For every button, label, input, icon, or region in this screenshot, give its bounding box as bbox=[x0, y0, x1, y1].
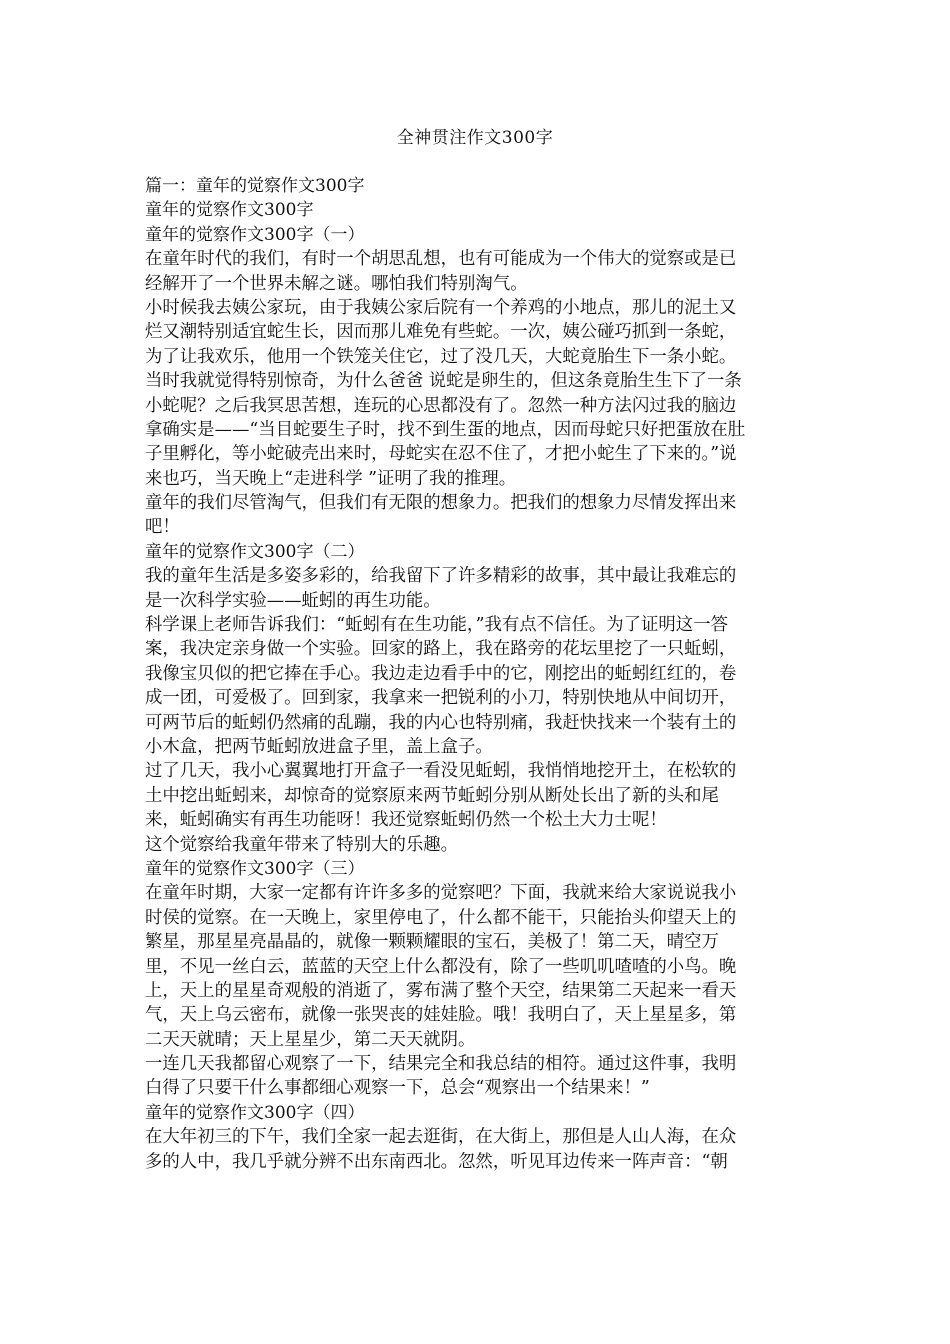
document-title: 全神贯注作文300字 bbox=[396, 128, 554, 148]
body-text-line: 子里孵化，等小蛇破壳出来时，母蛇实在忍不住了，才把小蛇生了下来的。”说 bbox=[145, 444, 737, 465]
document-body bbox=[145, 174, 805, 1174]
section-heading: 篇一：童年的觉察作文300字 bbox=[145, 176, 365, 196]
body-text-line: 在大年初三的下午，我们全家一起去逛街，在大街上，那但是人山人海，在众 bbox=[145, 1127, 737, 1148]
section-heading: 童年的觉察作文300字（二） bbox=[145, 541, 365, 562]
body-text-line: 烂又潮特别适宜蛇生长，因而那儿难免有些蛇。一次，姨公碰巧抓到一条蛇， bbox=[145, 322, 737, 343]
body-text-line: 当时我就觉得特别惊奇，为什么爸爸 说蛇是卵生的，但这条竟胎生生下了一条 bbox=[145, 371, 742, 392]
section-heading: 童年的觉察作文300字 bbox=[145, 200, 314, 221]
body-text-line: 土中挖出蚯蚓来，却惊奇的觉察原来两节蚯蚓分别从断处长出了新的头和尾 bbox=[145, 785, 719, 806]
body-text-line: 繁星，那星星亮晶晶的，就像一颗颗耀眼的宝石，美极了！第二天，晴空万 bbox=[145, 932, 719, 953]
body-text-line: 小木盒，把两节蚯蚓放进盒子里，盖上盒子。 bbox=[145, 736, 493, 757]
body-text-line: 来，蚯蚓确实有再生功能呀！我还觉察蚯蚓仍然一个松土大力士呢！ bbox=[145, 810, 667, 831]
body-text-line: 成一团，可爱极了。回到家，我拿来一把锐利的小刀，特别快地从中间切开， bbox=[145, 688, 737, 709]
body-text-line: 在童年时期，大家一定都有许许多多的觉察吧？下面，我就来给大家说说我小 bbox=[145, 883, 737, 904]
body-text-line: 来也巧，当天晚上“走进科学 ”证明了我的推理。 bbox=[145, 468, 517, 489]
body-text-line: 拿确实是——“当目蛇要生子时，找不到生蛋的地点，因而母蛇只好把蛋放在肚 bbox=[145, 419, 746, 440]
section-heading: 童年的觉察作文300字（一） bbox=[145, 224, 365, 245]
body-text-line: 二天天就晴；天上星星少，第二天天就阴。 bbox=[145, 1029, 476, 1050]
body-text-line: 过了几天，我小心翼翼地打开盒子一看没见蚯蚓，我悄悄地挖开土，在松软的 bbox=[145, 761, 737, 782]
body-text-line: 这个觉察给我童年带来了特别大的乐趣。 bbox=[145, 834, 459, 855]
body-text-line: 小时候我去姨公家玩，由于我姨公家后院有一个养鸡的小地点，那儿的泥土又 bbox=[145, 297, 737, 318]
body-text-line: 我的童年生活是多姿多彩的，给我留下了许多精彩的故事，其中最让我难忘的 bbox=[145, 566, 737, 587]
body-text-line: 我像宝贝似的把它捧在手心。我边走边看手中的它，刚挖出的蚯蚓红红的，卷 bbox=[145, 663, 737, 684]
body-text-line: 上，天上的星星奇观般的消逝了，雾布满了整个天空，结果第二天起来一看天 bbox=[145, 980, 737, 1001]
body-text-line: 可两节后的蚯蚓仍然痛的乱蹦，我的内心也特别痛，我赶快找来一个装有土的 bbox=[145, 712, 737, 733]
body-text-line: 童年的我们尽管淘气，但我们有无限的想象力。把我们的想象力尽情发挥出来 bbox=[145, 493, 737, 514]
body-text-line: 时侯的觉察。在一天晚上，家里停电了，什么都不能干，只能抬头仰望天上的 bbox=[145, 907, 737, 928]
body-text-line: 里，不见一丝白云，蓝蓝的天空上什么都没有，除了一些叽叽喳喳的小鸟。晚 bbox=[145, 956, 737, 977]
section-heading: 童年的觉察作文300字（三） bbox=[145, 858, 365, 879]
body-text-line: 多的人中，我几乎就分辨不出东南西北。忽然，听见耳边传来一阵声音：“朝 bbox=[145, 1151, 728, 1172]
body-text-line: 是一次科学实验——蚯蚓的再生功能。 bbox=[145, 590, 441, 611]
body-text-line: 为了让我欢乐，他用一个铁笼关住它，过了没几天，大蛇竟胎生下一条小蛇。 bbox=[145, 346, 737, 367]
body-text-line: 科学课上老师告诉我们：“蚯蚓有在生功能，”我有点不信任。为了证明这一答 bbox=[145, 615, 728, 636]
section-heading: 童年的觉察作文300字（四） bbox=[145, 1102, 365, 1123]
body-text-line: 经解开了一个世界未解之谜。哪怕我们特别淘气。 bbox=[145, 273, 528, 294]
body-text-line: 在童年时代的我们，有时一个胡思乱想，也有可能成为一个伟大的觉察或是已 bbox=[145, 249, 737, 270]
body-text-line: 一连几天我都留心观察了一下，结果完全和我总结的相符。通过这件事，我明 bbox=[145, 1054, 737, 1075]
body-text-line: 白得了只要干什么事都细心观察一下，总会“观察出一个结果来！” bbox=[145, 1078, 650, 1099]
body-text-line: 小蛇呢？之后我冥思苦想，连玩的心思都没有了。忽然一种方法闪过我的脑边 bbox=[145, 395, 737, 416]
body-text-line: 气，天上乌云密布，就像一张哭丧的娃娃脸。哦！我明白了，天上星星多，第 bbox=[145, 1005, 737, 1026]
body-text-line: 吧！ bbox=[145, 517, 180, 538]
body-text-line: 案，我决定亲身做一个实验。回家的路上，我在路旁的花坛里挖了一只蚯蚓， bbox=[145, 639, 737, 660]
